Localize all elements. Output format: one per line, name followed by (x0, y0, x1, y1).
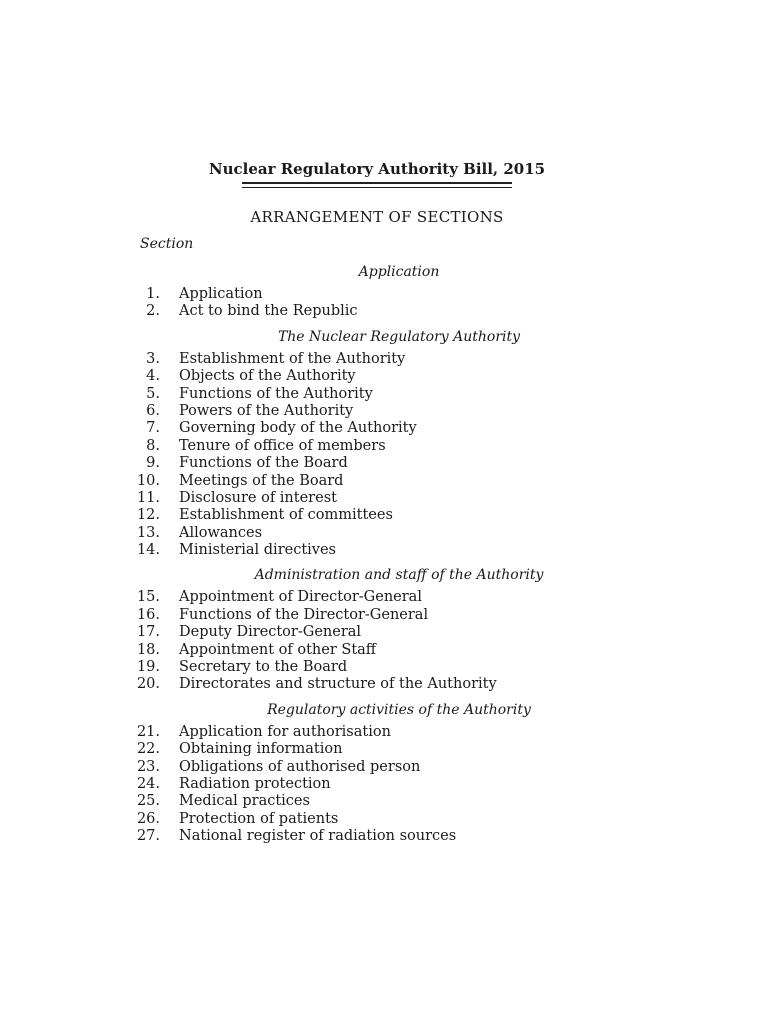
section-number: 19. (136, 659, 160, 676)
bill-title: Nuclear Regulatory Authority Bill, 2015 (208, 160, 546, 178)
section-title: Disclosure of interest (179, 489, 337, 506)
table-of-contents (0, 262, 768, 852)
toc-entry (0, 303, 768, 320)
toc-entry (0, 542, 768, 559)
section-title: Directorates and structure of the Authority (179, 676, 497, 693)
toc-entry (0, 525, 768, 542)
toc-entry (0, 455, 768, 472)
toc-entry (0, 776, 768, 793)
part-heading: Administration and staff of the Authority (254, 567, 544, 584)
section-title: Establishment of the Authority (179, 350, 406, 367)
toc-entry (0, 438, 768, 455)
title-rule-thin (242, 187, 512, 188)
section-title: Tenure of office of members (179, 437, 386, 454)
section-number: 5. (146, 385, 160, 402)
section-title: Act to bind the Republic (179, 303, 358, 320)
section-title: Application (179, 286, 263, 302)
section-title: Obtaining information (179, 741, 343, 758)
section-number: 14. (136, 542, 160, 559)
section-number: 2. (146, 303, 160, 320)
section-number: 24. (136, 775, 160, 792)
section-number: 27. (136, 828, 160, 845)
section-title: Appointment of Director-General (179, 589, 422, 606)
section-title: Deputy Director-General (179, 624, 362, 641)
section-title: Obligations of authorised person (179, 758, 421, 775)
toc-entry (0, 420, 768, 437)
part-heading: The Nuclear Regulatory Authority (277, 328, 521, 345)
section-title: Radiation protection (179, 775, 331, 792)
part-heading: Application (358, 264, 440, 280)
section-title: Functions of the Director-General (179, 606, 429, 623)
toc-entry (0, 642, 768, 659)
section-title: Ministerial directives (179, 542, 337, 559)
toc-entry (0, 589, 768, 606)
section-title: Allowances (179, 524, 263, 541)
arrangement-heading: ARRANGEMENT OF SECTIONS (250, 208, 504, 226)
section-number: 25. (136, 793, 160, 810)
toc-entry (0, 368, 768, 385)
toc-entry (0, 624, 768, 641)
section-number: 26. (136, 810, 160, 827)
toc-group (0, 700, 768, 846)
section-number: 22. (136, 741, 160, 758)
toc-entry (0, 828, 768, 845)
toc-group (0, 565, 768, 693)
toc-entry (0, 793, 768, 810)
toc-entry (0, 759, 768, 776)
section-number: 16. (136, 606, 160, 623)
section-number: 12. (136, 507, 160, 524)
toc-entry (0, 286, 768, 303)
toc-entry (0, 490, 768, 507)
section-number: 20. (136, 676, 160, 693)
section-title: Secretary to the Board (179, 659, 348, 676)
section-title: Medical practices (179, 793, 310, 810)
section-number: 1. (146, 286, 160, 302)
section-title: National register of radiation sources (179, 828, 457, 845)
section-number: 11. (136, 489, 160, 506)
section-number: 17. (136, 624, 160, 641)
section-number: 21. (136, 723, 160, 740)
part-heading: Regulatory activities of the Authority (267, 701, 531, 718)
section-number: 13. (136, 524, 160, 541)
toc-entry (0, 724, 768, 741)
section-title: Protection of patients (179, 810, 339, 827)
toc-entry (0, 386, 768, 403)
section-number: 8. (146, 437, 160, 454)
toc-entry (0, 659, 768, 676)
section-number: 4. (146, 368, 160, 385)
section-title: Functions of the Authority (179, 385, 373, 402)
toc-entry (0, 811, 768, 828)
section-title: Meetings of the Board (179, 472, 344, 489)
toc-entry (0, 676, 768, 693)
toc-entry (0, 403, 768, 420)
section-title: Application for authorisation (179, 723, 391, 740)
section-number: 9. (146, 455, 160, 472)
section-title: Governing body of the Authority (179, 420, 417, 437)
section-number: 6. (146, 402, 160, 419)
section-column-label: Section (140, 236, 194, 252)
section-title: Powers of the Authority (179, 402, 354, 419)
section-title: Establishment of committees (179, 507, 393, 524)
toc-entry (0, 741, 768, 758)
toc-entry (0, 351, 768, 368)
section-number: 23. (136, 758, 160, 775)
section-number: 7. (146, 420, 160, 437)
section-title: Appointment of other Staff (179, 641, 377, 658)
toc-group (0, 327, 768, 560)
section-title: Functions of the Board (179, 455, 348, 472)
toc-group (0, 262, 768, 321)
section-number: 3. (146, 350, 160, 367)
toc-entry (0, 473, 768, 490)
section-number: 18. (136, 641, 160, 658)
section-title: Objects of the Authority (179, 368, 356, 385)
section-number: 10. (136, 472, 160, 489)
section-number: 15. (136, 589, 160, 606)
toc-entry (0, 607, 768, 624)
toc-entry (0, 507, 768, 524)
title-rule-thick (242, 182, 512, 184)
